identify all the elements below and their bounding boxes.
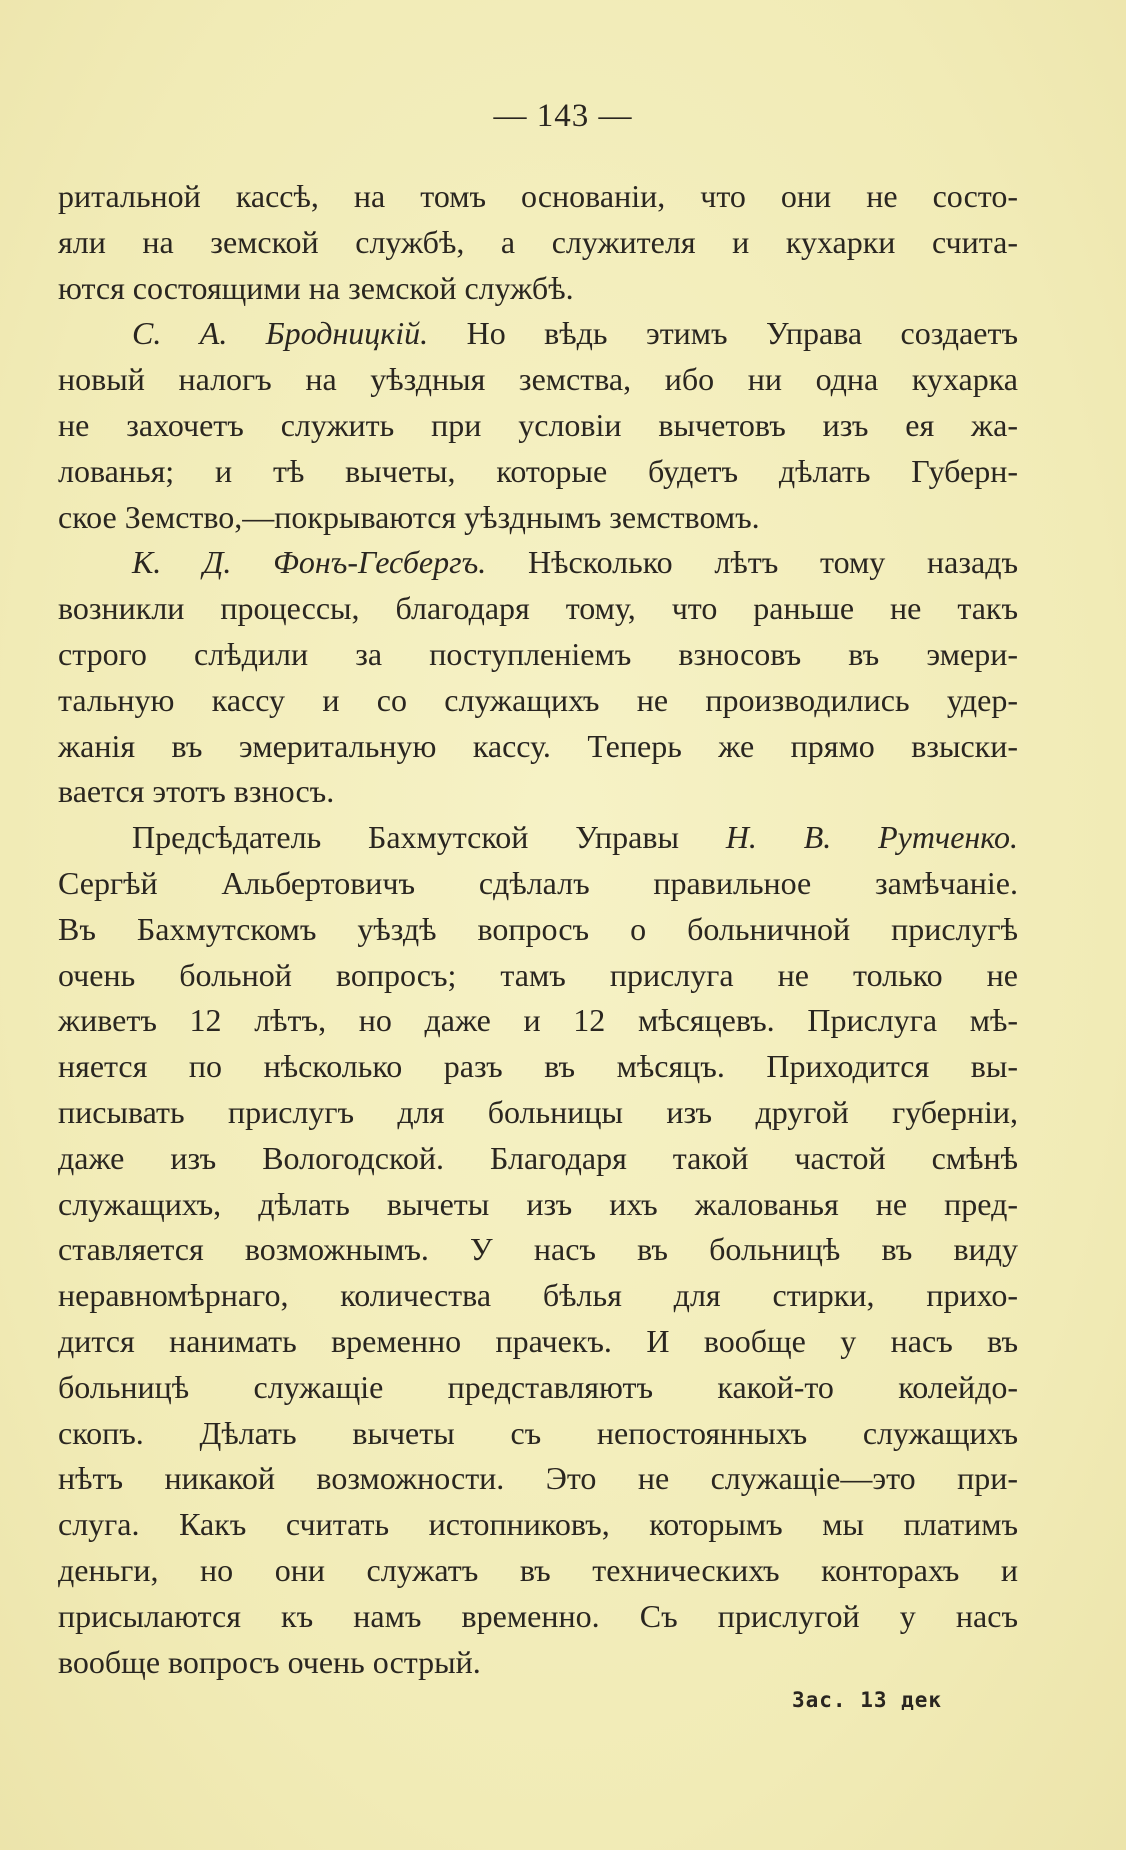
text-line: лованья; и тѣ вычеты, которые будетъ дѣлать Губерн- xyxy=(58,452,1018,489)
text-line: скопъ. Дѣлать вычеты съ непостоянныхъ служащихъ xyxy=(58,1414,1018,1451)
text-line: неравномѣрнаго, количества бѣлья для стирки, прихо- xyxy=(58,1277,1018,1314)
text-line: не захочетъ служить при условіи вычетовъ изъ ея жа- xyxy=(58,406,1018,443)
speaker-line xyxy=(58,815,1018,861)
text-line: ритальной кассѣ, на томъ основаніи, что они не состо- xyxy=(58,178,1018,214)
text-line: служащихъ, дѣлать вычеты изъ ихъ жалованья не пред- xyxy=(58,1185,1018,1222)
text-line: строго слѣдили за поступленіемъ взносовъ въ эмери- xyxy=(58,635,1018,672)
signature-mark: Зас. 13 дек xyxy=(792,1688,943,1712)
text-line: даже изъ Вологодской. Благодаря такой частой смѣнѣ xyxy=(58,1139,1018,1176)
text-line: вообще вопросъ очень острый. xyxy=(58,1643,481,1680)
text-line: нѣтъ никакой возможности. Это не служащіе—это при- xyxy=(58,1460,1018,1497)
text-line: вается этотъ взносъ. xyxy=(58,773,335,810)
text-line: Въ Бахмутскомъ уѣздѣ вопросъ о больничной прислугѣ xyxy=(58,910,1018,947)
text-line: дится нанимать временно прачекъ. И вообще у насъ въ xyxy=(58,1322,1018,1359)
text-line: живетъ 12 лѣтъ, но даже и 12 мѣсяцевъ. Прислуга мѣ- xyxy=(58,1002,1018,1039)
text-line: Сергѣй Альбертовичъ сдѣлалъ правильное замѣчаніе. xyxy=(58,864,1018,901)
speaker-name: К. Д. Фонъ-Гесбергъ. xyxy=(132,544,487,581)
text-line: жанія въ эмеритальную кассу. Теперь же прямо взыски- xyxy=(58,727,1018,764)
speaker-line xyxy=(58,540,1018,586)
speech-text: Нѣсколько лѣтъ тому назадъ xyxy=(527,544,1019,581)
text-line: слуга. Какъ считать истопниковъ, которымъ мы платимъ xyxy=(58,1506,1018,1543)
speaker-name: Н. В. Рутченко. xyxy=(725,819,1019,856)
text-line: ское Земство,—покрываются уѣзднымъ земствомъ. xyxy=(58,498,760,535)
text-line: няется по нѣсколько разъ въ мѣсяцъ. Приходится вы- xyxy=(58,1048,1018,1085)
text-line: больницѣ служащіе представляютъ какой-то колейдо- xyxy=(58,1368,1018,1405)
speaker-line xyxy=(58,311,1018,357)
text-line: присылаются къ намъ временно. Съ прислугой у насъ xyxy=(58,1597,1018,1634)
body-text xyxy=(58,174,1018,1685)
text-line: ются состоящими на земской службѣ. xyxy=(58,269,574,306)
text-line: очень больной вопросъ; тамъ прислуга не только не xyxy=(58,956,1018,993)
page-number: — 143 — xyxy=(493,98,633,134)
text-line: тальную кассу и со служащихъ не производились удер- xyxy=(58,681,1018,718)
speech-text: Но вѣдь этимъ Управа создаетъ xyxy=(466,315,1019,352)
text-line: деньги, но они служатъ въ техническихъ конторахъ и xyxy=(58,1551,1018,1588)
text-line: писывать прислугъ для больницы изъ другой губерніи, xyxy=(58,1093,1018,1130)
text-line: новый налогъ на уѣздныя земства, ибо ни одна кухарка xyxy=(58,361,1018,398)
text-line: возникли процессы, благодаря тому, что раньше не такъ xyxy=(58,590,1018,627)
speaker-name: С. А. Бродницкій. xyxy=(132,315,429,352)
text-line: яли на земской службѣ, а служителя и кухарки счита- xyxy=(58,223,1018,260)
speech-text: Предсѣдатель Бахмутской Управы xyxy=(132,819,679,856)
text-line: ставляется возможнымъ. У насъ въ больницѣ въ виду xyxy=(58,1231,1018,1268)
